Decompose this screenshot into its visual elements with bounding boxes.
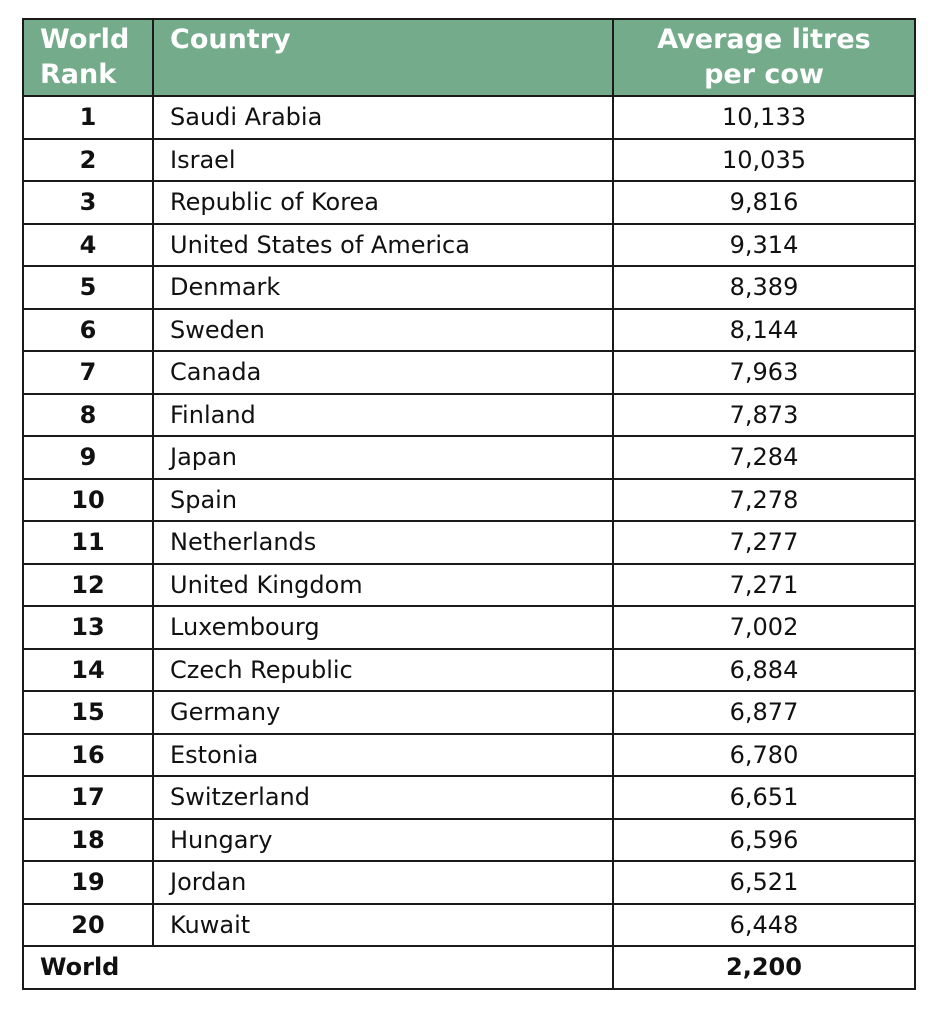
country-cell: United States of America bbox=[153, 224, 613, 267]
table-row bbox=[23, 861, 915, 904]
country-cell: Spain bbox=[153, 479, 613, 522]
rank-cell: 1 bbox=[23, 96, 153, 139]
rank-cell: 16 bbox=[23, 734, 153, 777]
milk-yield-table bbox=[22, 18, 916, 990]
table-row bbox=[23, 139, 915, 182]
rank-cell: 15 bbox=[23, 691, 153, 734]
country-cell: Republic of Korea bbox=[153, 181, 613, 224]
header-world-rank-line1: World bbox=[40, 24, 130, 55]
rank-cell: 14 bbox=[23, 649, 153, 692]
average-litres-cell: 7,873 bbox=[613, 394, 915, 437]
average-litres-cell: 6,596 bbox=[613, 819, 915, 862]
table-row bbox=[23, 224, 915, 267]
country-cell: Hungary bbox=[153, 819, 613, 862]
average-litres-cell: 6,877 bbox=[613, 691, 915, 734]
rank-cell: 12 bbox=[23, 564, 153, 607]
country-cell: Canada bbox=[153, 351, 613, 394]
average-litres-cell: 9,314 bbox=[613, 224, 915, 267]
header-country: Country bbox=[153, 19, 613, 96]
average-litres-cell: 9,816 bbox=[613, 181, 915, 224]
table-row bbox=[23, 181, 915, 224]
header-row bbox=[23, 19, 915, 96]
average-litres-cell: 8,389 bbox=[613, 266, 915, 309]
country-cell: Netherlands bbox=[153, 521, 613, 564]
world-total-row bbox=[23, 946, 915, 989]
table-row bbox=[23, 394, 915, 437]
country-cell: United Kingdom bbox=[153, 564, 613, 607]
table-row bbox=[23, 96, 915, 139]
header-world-rank bbox=[23, 19, 153, 96]
table-row bbox=[23, 521, 915, 564]
country-cell: Switzerland bbox=[153, 776, 613, 819]
rank-cell: 5 bbox=[23, 266, 153, 309]
country-cell: Denmark bbox=[153, 266, 613, 309]
country-cell: Luxembourg bbox=[153, 606, 613, 649]
average-litres-cell: 10,035 bbox=[613, 139, 915, 182]
rank-cell: 13 bbox=[23, 606, 153, 649]
country-cell: Germany bbox=[153, 691, 613, 734]
country-cell: Israel bbox=[153, 139, 613, 182]
country-cell: Estonia bbox=[153, 734, 613, 777]
table-body bbox=[23, 96, 915, 946]
table-footer bbox=[23, 946, 915, 989]
average-litres-cell: 6,448 bbox=[613, 904, 915, 947]
average-litres-cell: 6,780 bbox=[613, 734, 915, 777]
rank-cell: 20 bbox=[23, 904, 153, 947]
country-cell: Japan bbox=[153, 436, 613, 479]
rank-cell: 17 bbox=[23, 776, 153, 819]
average-litres-cell: 7,278 bbox=[613, 479, 915, 522]
average-litres-cell: 6,521 bbox=[613, 861, 915, 904]
table-row bbox=[23, 436, 915, 479]
world-total-value: 2,200 bbox=[613, 946, 915, 989]
country-cell: Kuwait bbox=[153, 904, 613, 947]
average-litres-cell: 6,884 bbox=[613, 649, 915, 692]
header-world-rank-line2: Rank bbox=[40, 59, 117, 90]
world-total-label: World bbox=[23, 946, 613, 989]
country-cell: Finland bbox=[153, 394, 613, 437]
country-cell: Czech Republic bbox=[153, 649, 613, 692]
rank-cell: 10 bbox=[23, 479, 153, 522]
rank-cell: 8 bbox=[23, 394, 153, 437]
average-litres-cell: 7,002 bbox=[613, 606, 915, 649]
country-cell: Jordan bbox=[153, 861, 613, 904]
table-row bbox=[23, 691, 915, 734]
rank-cell: 9 bbox=[23, 436, 153, 479]
table-row bbox=[23, 819, 915, 862]
table-row bbox=[23, 479, 915, 522]
rank-cell: 2 bbox=[23, 139, 153, 182]
country-cell: Saudi Arabia bbox=[153, 96, 613, 139]
table-row bbox=[23, 309, 915, 352]
average-litres-cell: 8,144 bbox=[613, 309, 915, 352]
table-row bbox=[23, 564, 915, 607]
table-row bbox=[23, 904, 915, 947]
average-litres-cell: 6,651 bbox=[613, 776, 915, 819]
country-cell: Sweden bbox=[153, 309, 613, 352]
average-litres-cell: 7,277 bbox=[613, 521, 915, 564]
average-litres-cell: 7,271 bbox=[613, 564, 915, 607]
table-row bbox=[23, 606, 915, 649]
rank-cell: 11 bbox=[23, 521, 153, 564]
rank-cell: 7 bbox=[23, 351, 153, 394]
table-row bbox=[23, 734, 915, 777]
rank-cell: 6 bbox=[23, 309, 153, 352]
header-average-litres-line1: Average litres bbox=[657, 24, 871, 55]
rank-cell: 3 bbox=[23, 181, 153, 224]
table-row bbox=[23, 351, 915, 394]
header-average-litres bbox=[613, 19, 915, 96]
rank-cell: 18 bbox=[23, 819, 153, 862]
rank-cell: 4 bbox=[23, 224, 153, 267]
rank-cell: 19 bbox=[23, 861, 153, 904]
table-row bbox=[23, 776, 915, 819]
average-litres-cell: 10,133 bbox=[613, 96, 915, 139]
average-litres-cell: 7,963 bbox=[613, 351, 915, 394]
table-row bbox=[23, 649, 915, 692]
average-litres-cell: 7,284 bbox=[613, 436, 915, 479]
header-average-litres-line2: per cow bbox=[704, 59, 824, 90]
table-header bbox=[23, 19, 915, 96]
table-row bbox=[23, 266, 915, 309]
